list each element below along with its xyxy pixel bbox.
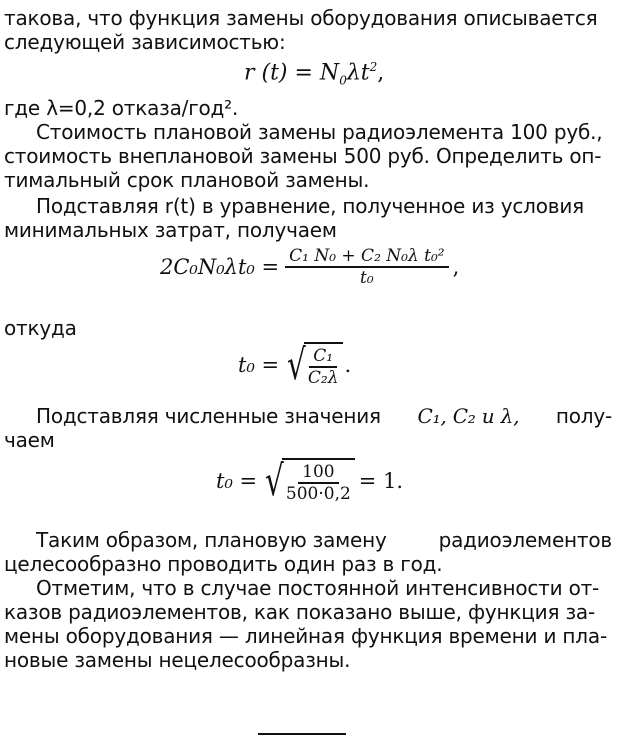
section-divider (258, 733, 346, 735)
radical-sign: √ (287, 340, 306, 389)
formula-fraction (304, 346, 343, 388)
text-line: Отметим, что в случае постоянной интенсивности от- (36, 576, 600, 600)
formula-fraction (282, 462, 355, 504)
text-line (36, 528, 612, 552)
fraction-denominator: C₂λ (307, 368, 339, 388)
text-line: следующей зависимостью: (4, 30, 286, 54)
formula-punct: , (452, 255, 460, 279)
fraction-denominator: 500·0,2 (285, 484, 351, 504)
formula-t0-sqrt (238, 342, 351, 388)
fraction-numerator: C₁ N₀ + C₂ N₀λ t₀² (285, 246, 449, 268)
text-line: целесообразно проводить один раз в год. (4, 552, 443, 576)
radical-sign: √ (265, 456, 284, 505)
text-line: минимальных затрат, получаем (4, 218, 337, 242)
square-root (283, 342, 342, 388)
text-line: мены оборудования — линейная функция времени и пла- (4, 624, 607, 648)
formula-r-of-t (244, 60, 384, 88)
square-root (261, 458, 355, 504)
formula-t0-numeric (216, 458, 403, 504)
fraction-numerator: 100 (298, 462, 338, 484)
text-line: где λ=0,2 отказа/год². (4, 96, 239, 120)
radicand (282, 458, 355, 504)
text-line (36, 404, 612, 428)
fraction-denominator: t₀ (360, 268, 374, 288)
fraction-numerator: C₁ (309, 346, 337, 368)
text-line: новые замены нецелесообразны. (4, 648, 351, 672)
text-segment: Подставляя численные значения (36, 404, 381, 428)
formula-punct: . (344, 353, 352, 377)
formula-punct: , (377, 60, 385, 86)
text-segment: Таким образом, плановую замену (36, 528, 387, 552)
text-segment: радиоэлементов (438, 528, 612, 552)
formula-lhs: r (t) = N (244, 60, 340, 86)
radicand (304, 342, 343, 388)
formula-subscript: 0 (339, 73, 347, 88)
formula-superscript: 2 (369, 60, 378, 74)
formula-lhs: t₀ = (216, 469, 258, 493)
formula-min-cost-condition (160, 246, 459, 288)
text-line: тимальный срок плановой замены. (4, 168, 370, 192)
formula-fraction (285, 246, 449, 288)
formula-rhs: = 1. (358, 469, 404, 493)
text-segment: C₁, C₂ и λ, (417, 404, 520, 428)
formula-rhs: λt (346, 60, 370, 86)
text-line: такова, что функция замены оборудования описывается (4, 6, 598, 30)
text-segment: полу- (555, 404, 612, 428)
text-line: стоимость внеплановой замены 500 руб. Определить оп- (4, 144, 602, 168)
text-line: казов радиоэлементов, как показано выше, функция за- (4, 600, 595, 624)
formula-lhs: t₀ = (238, 353, 280, 377)
text-line: Подставляя r(t) в уравнение, полученное из условия (36, 194, 584, 218)
text-line: Стоимость плановой замены радиоэлемента 100 руб., (36, 120, 603, 144)
formula-lhs: 2C₀N₀λt₀ = (160, 255, 280, 279)
text-line: чаем (4, 428, 55, 452)
text-line: откуда (4, 316, 77, 340)
